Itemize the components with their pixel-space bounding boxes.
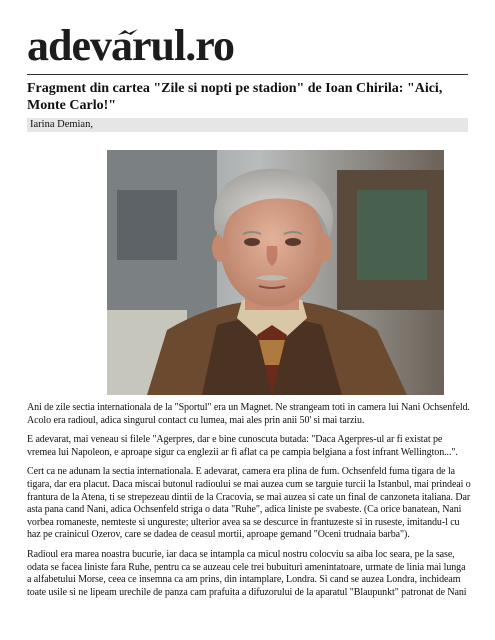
bird-icon — [117, 28, 139, 38]
article-paragraph: Cert ca ne adunam la sectia internationala. E adevarat, camera era plina de fum. Ochsenfeld fuma tigara de la tigara, dar era placut. Daca miscai butonul radioului se mai auzea cum se targuie turcii la Istanbul, mai prindeai o frantura de la Atena, ti se strepezeau dintii de la Cracovia, se mai auzea si cate un final de canzoneta italiana. Dar asta pana cand Nani, adica Ochsenfeld striga o data "Ruhe", adica liniste pe svabeste. (Ca orice banatean, Nani vorbea romaneste, nemteste si ungureste; ulterior avea sa se descurce in frantuzeste si in ruseste, imitandu-l cu haz pe crainicul Ozerov, care se dadea de ceasul mortii, aproape gemand "Oceni trudnaia barba"). — [27, 466, 471, 541]
article-paragraph: E adevarat, mai veneau si filele "Agerpres, dar e bine cunoscuta butada: "Daca Agerpres-ul ar fi existat pe vremea lui Napoleon, e aproape sigur ca englezii ar fi aflat ca pe campia belgiana a fost infrant Wellington...". — [27, 434, 458, 458]
header-divider — [27, 74, 468, 75]
author-bar — [27, 118, 468, 132]
article-paragraph: Radioul era marea noastra bucurie, iar daca se intampla ca micul nostru colocviu sa aiba loc seara, pe la sase, odata se facea liniste fara Ruhe, pentru ca se auzeau cele trei bubuituri amenintatoare, urmate de linia mai lunga a alfabetului Morse, ceea ce insemna ca am prins, din intamplare, Londra. Si cand se auzea Londra, inchideam toate usile si ne lipeam urechile de panza cam prafuita a difuzorului de la aparatul "Blaupunkt" patronat de Nani — [27, 548, 467, 598]
article-paragraph: Ani de zile sectia internationala de la "Sportul" era un Magnet. Ne strangeam toti in camera lui Nani Ochsenfeld. Acolo era radioul, adica singurul contact cu lumea, mai ales prin anii 50' si mai tarziu. — [27, 402, 470, 426]
article-body — [27, 402, 471, 606]
site-logo[interactable]: adevarul.ro — [27, 21, 234, 70]
article-author: Iarina Demian, — [30, 119, 93, 130]
article-title: Fragment din cartea "Zile si nopti pe stadion" de Ioan Chirila: "Aici, Monte Carlo!" — [27, 81, 443, 113]
article-photo — [107, 150, 444, 395]
